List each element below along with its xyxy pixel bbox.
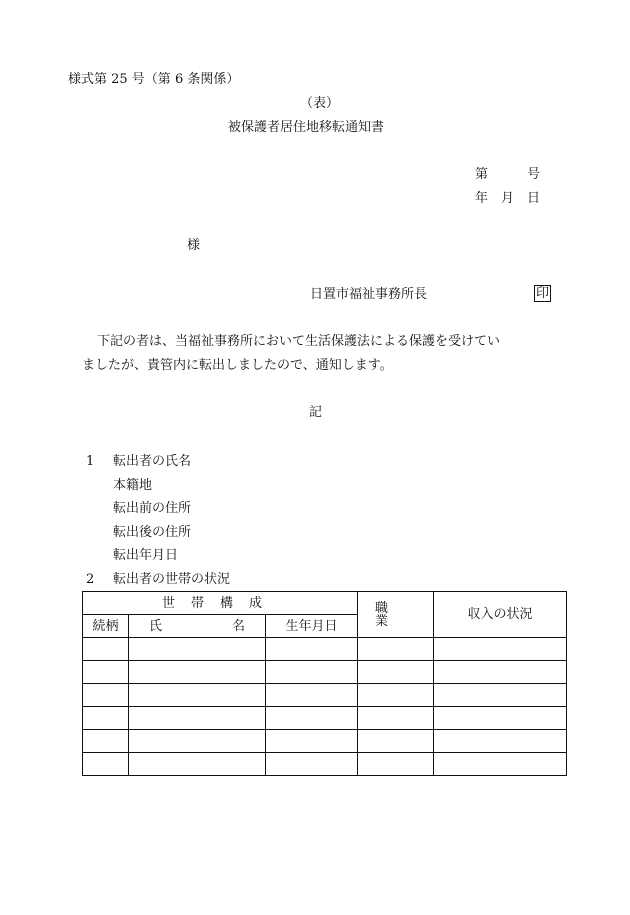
relation-cell xyxy=(83,638,129,661)
occupation-cell xyxy=(358,684,434,707)
table-row xyxy=(83,684,567,707)
seal-mark: 印 xyxy=(536,286,550,301)
name-cell xyxy=(129,661,266,684)
name-cell xyxy=(129,684,266,707)
body-text-line-1: 下記の者は、当福祉事務所において生活保護法による保護を受けてい xyxy=(97,334,501,349)
occupation-cell xyxy=(358,707,434,730)
name-cell xyxy=(129,638,266,661)
relation-cell xyxy=(83,707,129,730)
table-row xyxy=(83,730,567,753)
sender-title: 日置市福祉事務所長 xyxy=(310,287,428,302)
occupation-cell xyxy=(358,753,434,776)
reference-number: 第 号 xyxy=(475,167,541,182)
issue-date: 年 月 日 xyxy=(475,191,541,206)
form-number: 様式第 25 号（第 6 条関係） xyxy=(68,72,240,87)
household-table xyxy=(82,591,567,776)
income-cell xyxy=(434,707,567,730)
occupation-cell xyxy=(358,661,434,684)
document-title: 被保護者居住地移転通知書 xyxy=(228,120,385,135)
relation-header: 続柄 xyxy=(83,615,129,638)
occupation-header: 職業 xyxy=(358,592,434,638)
income-cell xyxy=(434,753,567,776)
occupation-cell xyxy=(358,730,434,753)
name-header: 氏 名 xyxy=(129,615,266,638)
table-row xyxy=(83,707,567,730)
body-text-line-2: ましたが、貴管内に転出しましたので、通知します。 xyxy=(82,358,393,373)
income-cell xyxy=(434,730,567,753)
item-previous-address: 転出前の住所 xyxy=(113,501,192,516)
relation-cell xyxy=(83,661,129,684)
name-cell xyxy=(129,753,266,776)
birthdate-cell xyxy=(266,638,358,661)
table-row xyxy=(83,638,567,661)
ki-heading: 記 xyxy=(309,405,323,420)
item-1-label: 転出者の氏名 xyxy=(113,454,192,469)
relation-cell xyxy=(83,684,129,707)
side-label: （表） xyxy=(300,96,340,111)
name-cell xyxy=(129,707,266,730)
item-new-address: 転出後の住所 xyxy=(113,525,192,540)
occupation-cell xyxy=(358,638,434,661)
income-cell xyxy=(434,638,567,661)
income-cell xyxy=(434,661,567,684)
relation-cell xyxy=(83,730,129,753)
item-domicile: 本籍地 xyxy=(113,478,153,493)
birthdate-cell xyxy=(266,684,358,707)
birthdate-cell xyxy=(266,707,358,730)
birthdate-cell xyxy=(266,661,358,684)
household-composition-header: 世帯構成 xyxy=(83,592,358,615)
birthdate-cell xyxy=(266,753,358,776)
birthdate-header: 生年月日 xyxy=(266,615,358,638)
table-row xyxy=(83,661,567,684)
income-header: 収入の状況 xyxy=(434,592,567,638)
item-2-number: 2 xyxy=(86,572,95,587)
name-cell xyxy=(129,730,266,753)
birthdate-cell xyxy=(266,730,358,753)
item-2-label: 転出者の世帯の状況 xyxy=(113,572,231,587)
relation-cell xyxy=(83,753,129,776)
item-move-date: 転出年月日 xyxy=(113,548,179,563)
item-1-number: 1 xyxy=(86,454,95,469)
income-cell xyxy=(434,684,567,707)
table-row xyxy=(83,753,567,776)
addressee-suffix: 様 xyxy=(187,238,201,253)
